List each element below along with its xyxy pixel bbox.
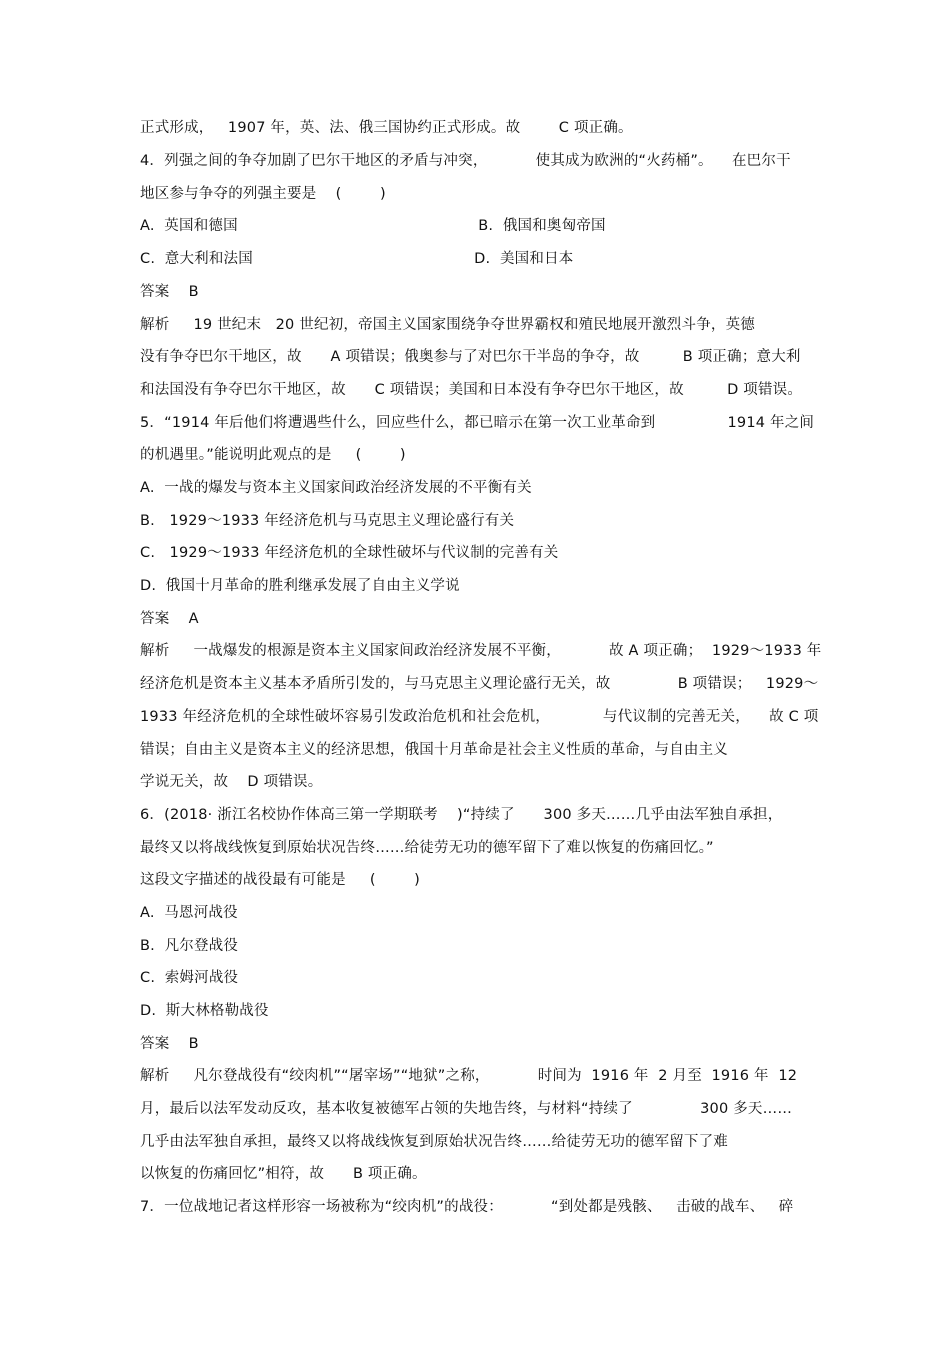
question-5-option-b: B. 1929～1933 年经济危机与马克思主义理论盛行有关 bbox=[140, 513, 515, 529]
question-6-option-d: D. 斯大林格勒战役 bbox=[140, 1003, 269, 1019]
question-4-options-ab: A. 英国和德国 B. 俄国和奥匈帝国 bbox=[140, 218, 606, 234]
question-5-analysis-cont: 学说无关，故 D 项错误。 bbox=[140, 774, 323, 790]
question-6-stem-cont: 这段文字描述的战役最有可能是 ( ) bbox=[140, 872, 421, 888]
text-line: 正式形成， 1907 年，英、法、俄三国协约正式形成。故 C 项正确。 bbox=[140, 120, 633, 136]
question-5-option-a: A. 一战的爆发与资本主义国家间政治经济发展的不平衡有关 bbox=[140, 480, 532, 496]
question-6-option-a: A. 马恩河战役 bbox=[140, 905, 238, 921]
question-4-options-cd: C. 意大利和法国 D. 美国和日本 bbox=[140, 251, 574, 267]
question-4-stem: 4．列强之间的争夺加剧了巴尔干地区的矛盾与冲突， 使其成为欧洲的“火药桶”。 在巴尔干 bbox=[140, 153, 791, 169]
question-5-option-c: C. 1929～1933 年经济危机的全球性破坏与代议制的完善有关 bbox=[140, 545, 559, 561]
question-6-option-b: B. 凡尔登战役 bbox=[140, 938, 239, 954]
question-4-analysis: 解析 19 世纪末 20 世纪初，帝国主义国家围绕争夺世界霸权和殖民地展开激烈斗争，英德 bbox=[140, 317, 755, 333]
question-4-analysis-cont: 和法国没有争夺巴尔干地区，故 C 项错误；美国和日本没有争夺巴尔干地区，故 D 项错误。 bbox=[140, 382, 803, 398]
question-5-analysis-cont: 1933 年经济危机的全球性破坏容易引发政治危机和社会危机， 与代议制的完善无关， 故 C 项 bbox=[140, 709, 819, 725]
question-6-stem: 6．(2018· 浙江名校协作体高三第一学期联考 )“持续了 300 多天……几乎由法军独自承担， bbox=[140, 807, 783, 823]
question-6-analysis-cont: 几乎由法军独自承担，最终又以将战线恢复到原始状况告终……给徒劳无功的德军留下了难 bbox=[140, 1134, 728, 1150]
question-6-analysis-cont: 以恢复的伤痛回忆”相符，故 B 项正确。 bbox=[140, 1166, 427, 1182]
question-4-analysis-cont: 没有争夺巴尔干地区，故 A 项错误；俄奥参与了对巴尔干半岛的争夺，故 B 项正确；意大利 bbox=[140, 349, 801, 365]
question-6-analysis: 解析 凡尔登战役有“绞肉机”“屠宰场”“地狱”之称， 时间为 1916 年 2 月至 1916 年 12 bbox=[140, 1068, 798, 1084]
question-6-answer: 答案 B bbox=[140, 1036, 199, 1052]
question-4-answer: 答案 B bbox=[140, 284, 199, 300]
question-5-stem: 5．“1914 年后他们将遭遇些什么，回应些什么，都已暗示在第一次工业革命到 1914 年之间 bbox=[140, 415, 815, 431]
question-5-analysis-cont: 错误；自由主义是资本主义的经济思想，俄国十月革命是社会主义性质的革命，与自由主义 bbox=[140, 742, 728, 758]
question-6-stem-cont: 最终又以将战线恢复到原始状况告终……给徒劳无功的德军留下了难以恢复的伤痛回忆。” bbox=[140, 840, 714, 856]
question-5-option-d: D. 俄国十月革命的胜利继承发展了自由主义学说 bbox=[140, 578, 460, 594]
question-6-option-c: C. 索姆河战役 bbox=[140, 970, 239, 986]
question-5-answer: 答案 A bbox=[140, 611, 199, 627]
question-4-stem-cont: 地区参与争夺的列强主要是 ( ) bbox=[140, 186, 386, 202]
question-6-analysis-cont: 月，最后以法军发动反攻，基本收复被德军占领的失地告终，与材料“持续了 300 多天…… bbox=[140, 1101, 793, 1117]
question-5-analysis: 解析 一战爆发的根源是资本主义国家间政治经济发展不平衡， 故 A 项正确； 1929～1933 年 bbox=[140, 643, 822, 659]
question-5-analysis-cont: 经济危机是资本主义基本矛盾所引发的，与马克思主义理论盛行无关，故 B 项错误； 1929～ bbox=[140, 676, 819, 692]
question-7-stem: 7．一位战地记者这样形容一场被称为“绞肉机”的战役： “到处都是残骸、 击破的战车、 碎 bbox=[140, 1199, 794, 1215]
question-5-stem-cont: 的机遇里。”能说明此观点的是 ( ) bbox=[140, 447, 406, 463]
